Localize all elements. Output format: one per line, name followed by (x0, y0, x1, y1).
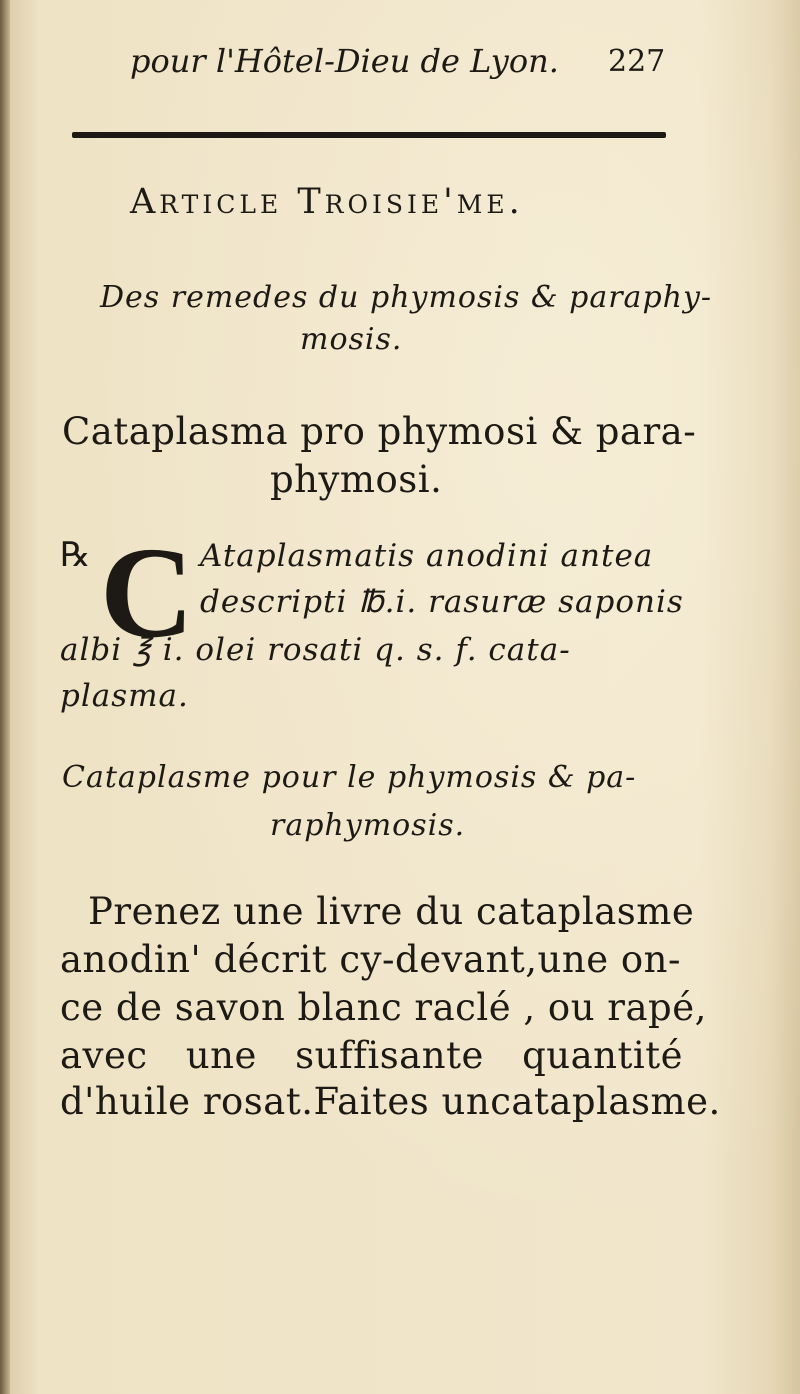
french-body-line-4: avec une suffisante quantité (60, 1034, 683, 1077)
french-body-line-1: Prenez une livre du cataplasme (88, 890, 695, 933)
section-title-line-1: Des remedes du phymosis & paraphy- (100, 280, 713, 315)
french-heading-line-1: Cataplasme pour le phymosis & pa- (62, 760, 637, 795)
drop-capital: C (100, 521, 194, 665)
recipe-symbol: ℞ (60, 535, 91, 575)
latin-recipe-line-3: albi ℥ i. olei rosati q. s. f. cata- (60, 632, 571, 668)
header-rule (72, 132, 666, 138)
french-body-line-2: anodin' décrit cy-devant,une on- (60, 938, 681, 981)
french-heading-line-2: raphymosis. (270, 808, 466, 843)
running-header (130, 42, 690, 92)
french-body-line-3: ce de savon blanc raclé , ou rapé, (60, 986, 707, 1029)
latin-recipe-line-1: Ataplasmatis anodini antea (200, 538, 654, 574)
latin-recipe-line-4: plasma. (60, 678, 189, 714)
latin-heading-line-2: phymosi. (270, 458, 443, 501)
article-heading: Article Troisie'me. (130, 182, 524, 222)
section-title-line-2: mosis. (300, 322, 403, 357)
page-number: 227 (608, 44, 666, 79)
page-gutter (0, 0, 10, 1394)
french-body-line-5: d'huile rosat.Faites uncataplasme. (60, 1080, 721, 1123)
latin-heading-line-1: Cataplasma pro phymosi & para- (62, 410, 697, 453)
latin-recipe-line-2: descripti ℔.i. rasuræ saponis (200, 584, 684, 620)
running-title: pour l'Hôtel-Dieu de Lyon. (130, 42, 559, 80)
